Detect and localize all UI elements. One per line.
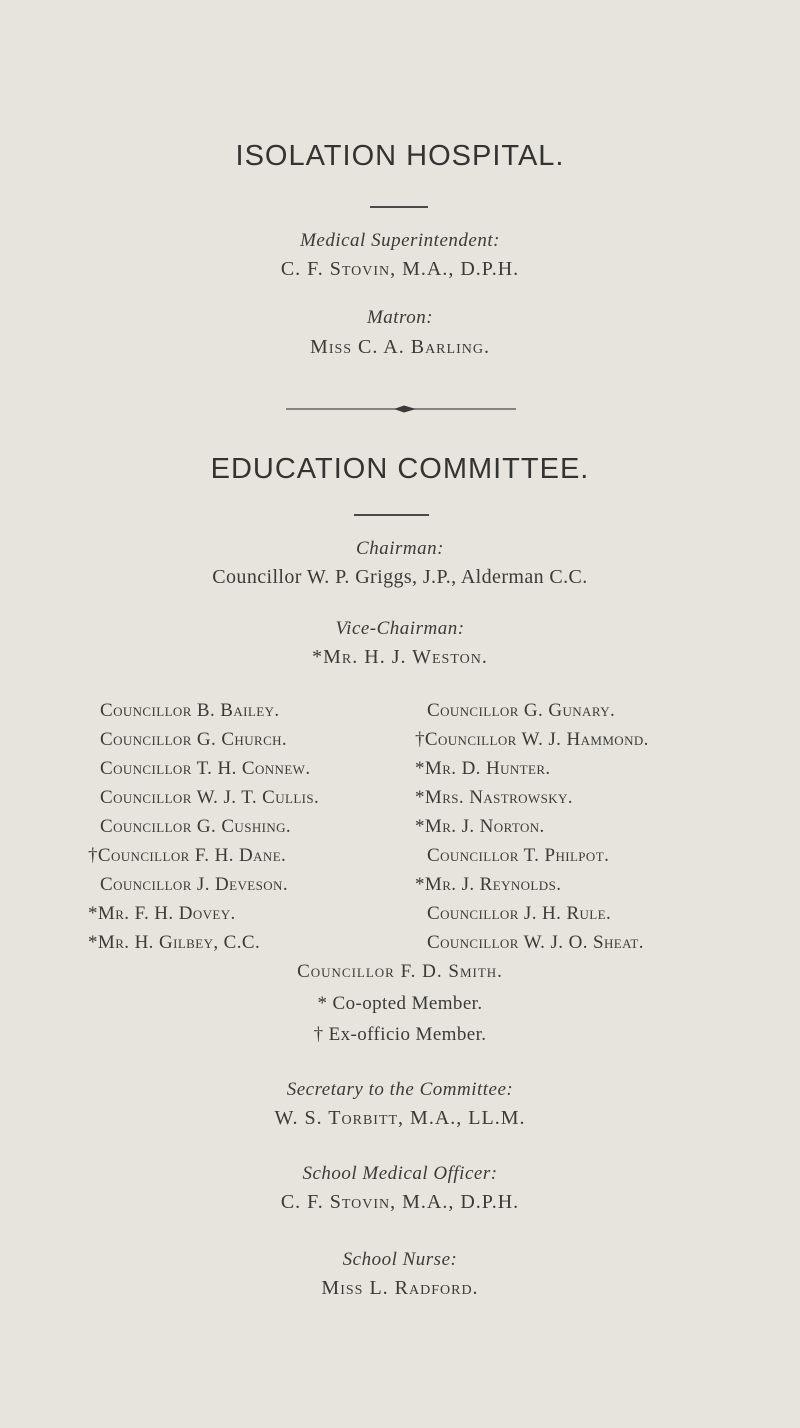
members-right-column [415, 700, 785, 1000]
member-entry: Councillor G. Gunary. [427, 700, 616, 721]
matron-label: Matron: [366, 307, 434, 328]
vice-chairman-name: *Mr. H. J. Weston. [312, 646, 488, 668]
chairman-name: Councillor W. P. Griggs, J.P., Alderman C.C. [212, 566, 588, 588]
member-entry: Councillor J. H. Rule. [427, 903, 612, 924]
member-entry: *Mr. D. Hunter. [415, 758, 551, 779]
secretary-label: Secretary to the Committee: [286, 1079, 514, 1100]
medical-officer-name: C. F. Stovin, M.A., D.P.H. [280, 1191, 520, 1213]
superintendent-name: C. F. Stovin, M.A., D.P.H. [280, 258, 520, 280]
member-entry: †Councillor F. H. Dane. [88, 845, 287, 866]
ornament-divider [286, 401, 516, 417]
matron-name: Miss C. A. Barling. [310, 336, 490, 358]
member-entry: †Councillor W. J. Hammond. [415, 729, 649, 750]
members-left-column [88, 700, 408, 1000]
member-entry: Councillor W. J. T. Cullis. [100, 787, 320, 808]
member-entry: *Mrs. Nastrowsky. [415, 787, 573, 808]
member-entry: *Mr. H. Gilbey, C.C. [88, 932, 261, 953]
education-committee-title: EDUCATION COMMITTEE. [210, 453, 590, 485]
exofficio-note: † Ex-officio Member. [313, 1024, 487, 1045]
isolation-hospital-title: ISOLATION HOSPITAL. [235, 140, 565, 172]
member-entry: *Mr. J. Norton. [415, 816, 545, 837]
secretary-name: W. S. Torbitt, M.A., LL.M. [274, 1107, 526, 1129]
chairman-label: Chairman: [356, 538, 444, 559]
member-entry: Councillor J. Deveson. [100, 874, 288, 895]
medical-officer-label: School Medical Officer: [302, 1163, 498, 1184]
member-entry: Councillor G. Cushing. [100, 816, 292, 837]
short-rule [370, 206, 428, 208]
member-entry-last: Councillor F. D. Smith. [297, 961, 503, 982]
member-entry: Councillor G. Church. [100, 729, 288, 750]
nurse-name: Miss L. Radford. [321, 1277, 479, 1299]
short-rule [354, 514, 429, 516]
member-entry: *Mr. F. H. Dovey. [88, 903, 236, 924]
member-entry: Councillor T. Philpot. [427, 845, 610, 866]
nurse-label: School Nurse: [342, 1249, 458, 1270]
member-entry: Councillor T. H. Connew. [100, 758, 311, 779]
superintendent-label: Medical Superintendent: [300, 230, 500, 251]
vice-chairman-label: Vice-Chairman: [335, 618, 465, 639]
member-entry: *Mr. J. Reynolds. [415, 874, 562, 895]
member-entry: Councillor W. J. O. Sheat. [427, 932, 644, 953]
coopted-note: * Co-opted Member. [317, 993, 483, 1014]
member-entry: Councillor B. Bailey. [100, 700, 280, 721]
